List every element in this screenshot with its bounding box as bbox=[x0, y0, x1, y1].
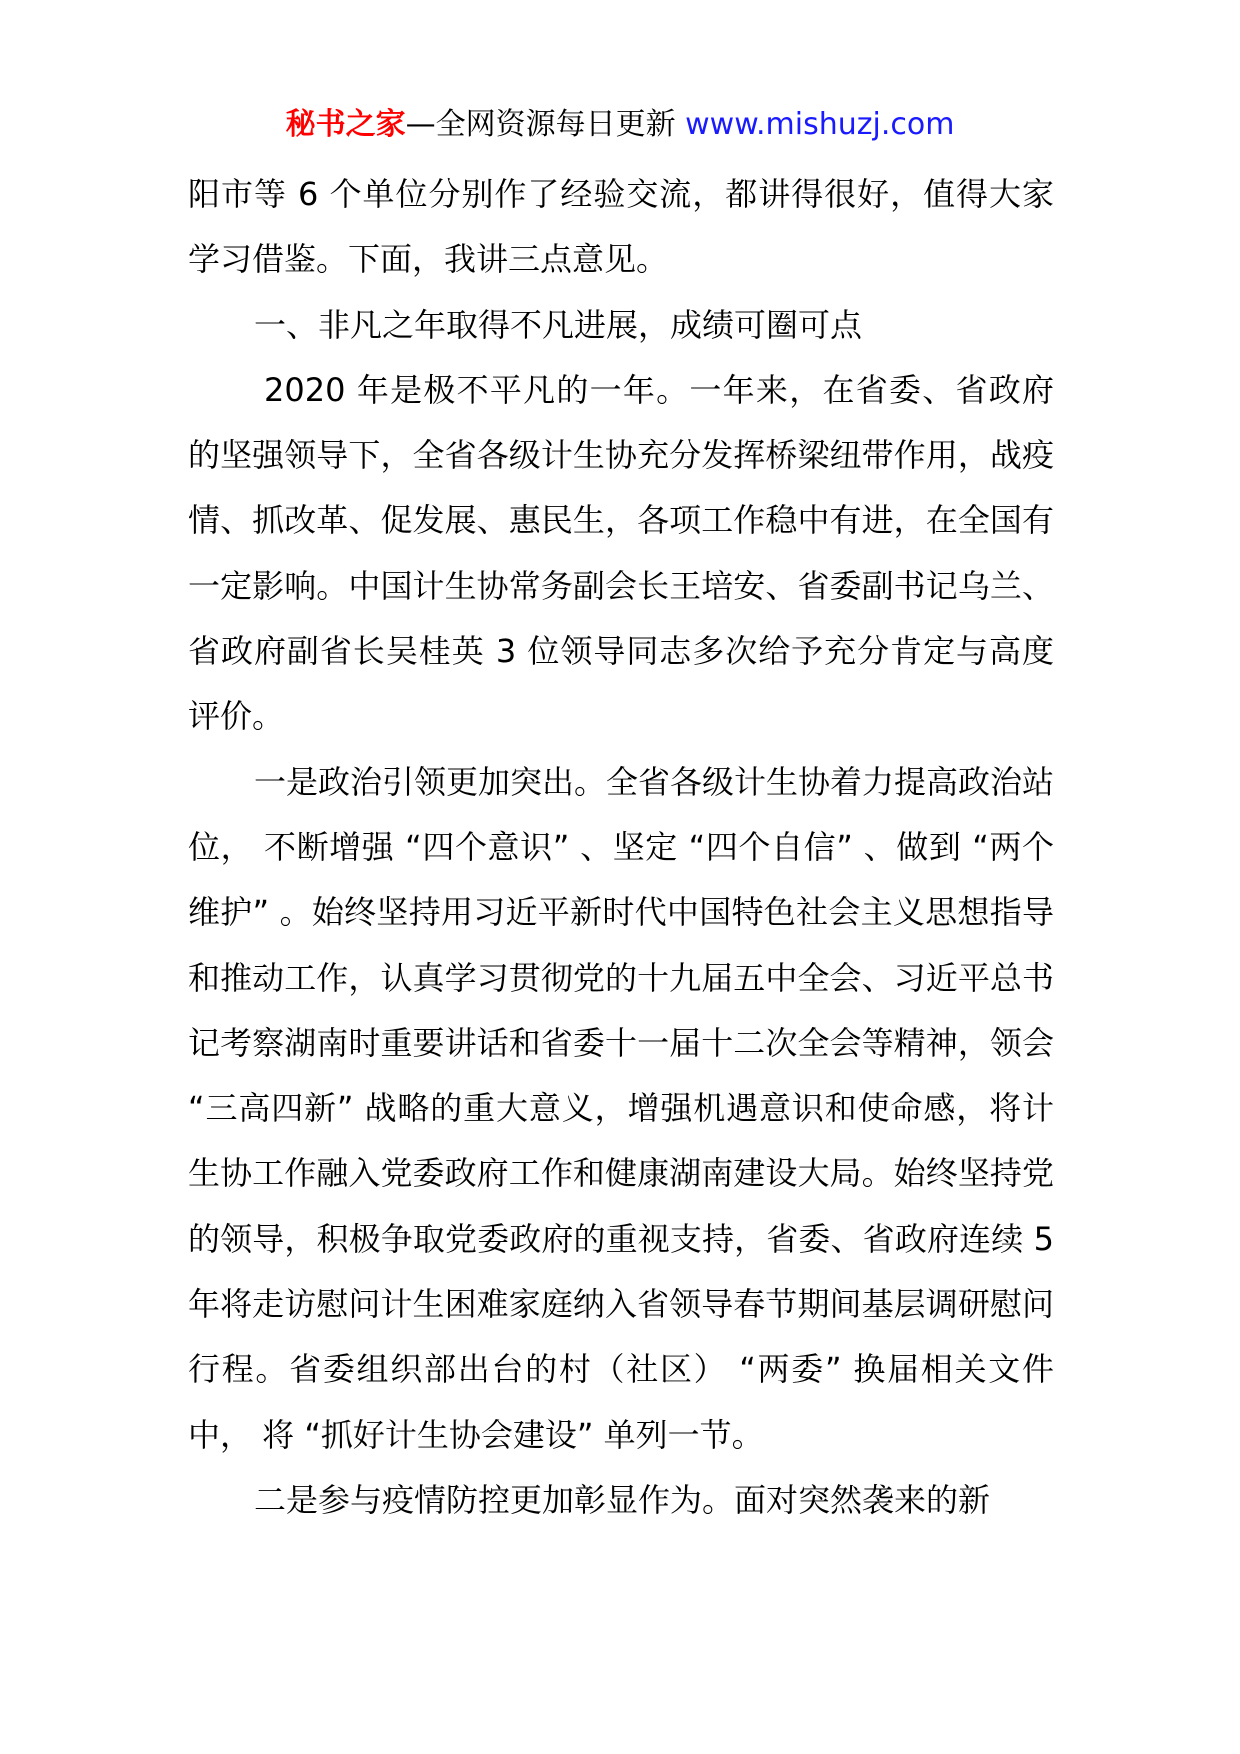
paragraph-continuation: 阳市等 6 个单位分别作了经验交流，都讲得很好，值得大家学习借鉴。下面，我讲三点意见。 bbox=[188, 175, 1054, 279]
header-url-link[interactable]: www.mishuzj.com bbox=[685, 107, 955, 142]
document-body bbox=[188, 162, 1054, 1533]
page-header bbox=[0, 98, 1240, 152]
section-heading: 一、非凡之年取得不凡进展，成绩可圈可点 bbox=[254, 305, 863, 344]
paragraph-epidemic-control: 二是参与疫情防控更加彰显作为。面对突然袭来的新 bbox=[254, 1480, 991, 1519]
header-tagline: —全网资源每日更新 bbox=[405, 107, 676, 142]
paragraph-political-guidance: 一是政治引领更加突出。全省各级计生协着力提高政治站位， 不断增强 “四个意识” 、坚定 “四个自信” 、做到 “两个维护” 。始终坚持用习近平新时代中国特色社会主义思想指导和推动工作，认真学习贯彻党的十九届五中全会、习近平总书记考察湖南时重要讲话和省委十一届十二次全会等精神，领会 “三高四新” 战略的重大意义，增强机遇意识和使命感，将计生协工作融入党委政府工作和健康湖南建设大局。始终坚持党的领导，积极争取党委政府的重视支持，省委、省政府连续 5 年将走访慰问计生困难家庭纳入省领导春节期间基层调研慰问行程。省委组织部出台的村（社区） “两委” 换届相关文件中， 将 “抓好计生协会建设” 单列一节。 bbox=[188, 762, 1055, 1454]
paragraph-year-summary: 2020 年是极不平凡的一年。一年来，在省委、省政府的坚强领导下，全省各级计生协充分发挥桥梁纽带作用，战疫情、抓改革、促发展、惠民生，各项工作稳中有进，在全国有一定影响。中国计生协常务副会长王培安、省委副书记乌兰、省政府副省长吴桂英 3 位领导同志多次给予充分肯定与高度评价。 bbox=[188, 370, 1054, 736]
header-brand: 秘书之家 bbox=[285, 107, 406, 142]
